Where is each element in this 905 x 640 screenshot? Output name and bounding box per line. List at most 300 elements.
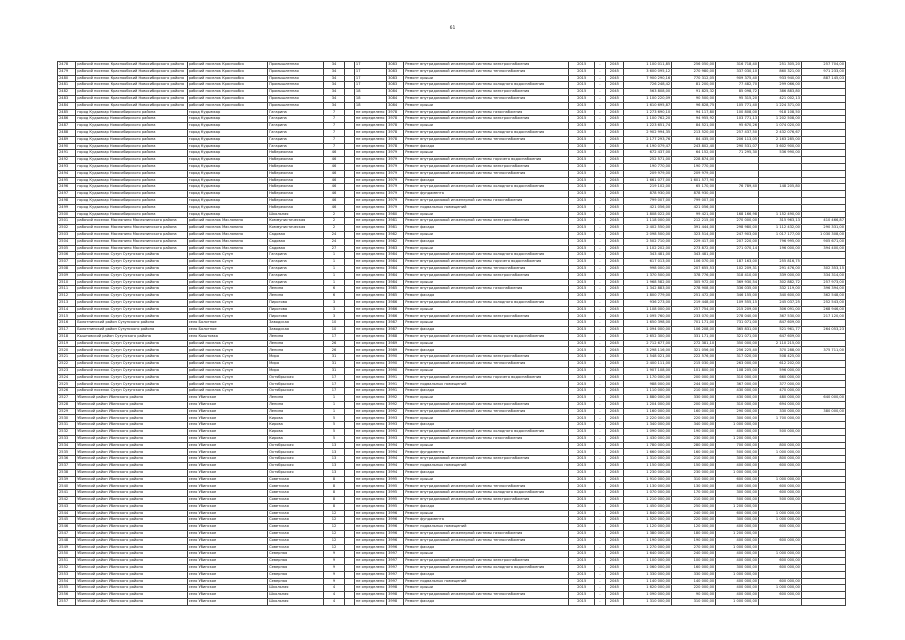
- amount-cell: 251 472,00: [672, 293, 716, 300]
- house-cell: 8: [323, 497, 344, 504]
- house-cell: 7: [323, 109, 344, 116]
- locality-cell: рабочий поселок Сузун: [187, 259, 267, 266]
- row-number: 2506: [58, 252, 76, 259]
- extra-cell: 18: [354, 89, 386, 96]
- page-number: 61: [449, 26, 456, 31]
- year-cell: 2015: [569, 347, 595, 354]
- row-number: 2542: [58, 497, 76, 504]
- amount-cell: 3 600 095,12: [623, 68, 671, 75]
- extra-cell: не определено: [354, 381, 386, 388]
- house-cell: 1: [323, 252, 344, 259]
- house-id-cell: 3984: [387, 279, 404, 286]
- street-cell: Промышленная: [268, 95, 324, 102]
- amount-cell: 290 531,07: [716, 143, 759, 150]
- table-row: [58, 109, 846, 116]
- row-number: 2543: [58, 503, 76, 510]
- amount-cell: 421 002,13: [759, 95, 802, 102]
- house-id-cell: 3996: [387, 530, 404, 537]
- extra-cell: не определено: [354, 272, 386, 279]
- amount-cell: 1 370 500,00: [623, 272, 671, 279]
- street-cell: Промышленная: [268, 75, 324, 82]
- dash-cell: -: [595, 62, 606, 69]
- year-cell: 2015: [569, 530, 595, 537]
- amount-cell: 600 000,00: [716, 476, 759, 483]
- amount-cell: 600 000,00: [716, 510, 759, 517]
- table-row: [58, 442, 846, 449]
- house-cell: 6: [323, 293, 344, 300]
- amount-cell: [759, 469, 802, 476]
- amount-cell: 4 190 079,47: [623, 143, 671, 150]
- work-type-cell: Ремонт фасада: [404, 571, 569, 578]
- amount-cell: 400 000,00: [716, 429, 759, 436]
- amount-cell: 247 903,00: [716, 231, 759, 238]
- extra-cell: не определено: [354, 143, 386, 150]
- row-number: 2515: [58, 313, 76, 320]
- work-type-cell: Ремонт фасада: [404, 143, 569, 150]
- year-cell: 2015: [569, 415, 595, 422]
- code-cell: 2045: [605, 551, 623, 558]
- amount-cell: 2 502 710,00: [623, 238, 671, 245]
- year-cell: 2015: [569, 211, 595, 218]
- locality-cell: рабочий поселок Маслянино: [187, 218, 267, 225]
- house-id-cell: 3992: [387, 395, 404, 402]
- table-row: [58, 510, 846, 517]
- table-row: [58, 68, 846, 75]
- code-cell: 2045: [605, 299, 623, 306]
- amount-cell: 317 020,00: [716, 354, 759, 361]
- settlement-cell: Убинский район Убинского района: [76, 564, 187, 571]
- house-id-cell: 3996: [387, 537, 404, 544]
- amount-cell: 108 205,00: [716, 367, 759, 374]
- table-row: [58, 558, 846, 565]
- amount-cell: 2 400 111,00: [623, 361, 671, 368]
- extra-cell: не определено: [354, 517, 386, 524]
- house-cell: 9: [323, 564, 344, 571]
- house-cell: 6: [323, 286, 344, 293]
- extra-cell: не определено: [354, 463, 386, 470]
- amount-cell: 7 900 290,16: [623, 75, 671, 82]
- dash-cell: -: [595, 381, 606, 388]
- amount-cell: 1 273 690,10: [623, 109, 671, 116]
- row-number: 2547: [58, 530, 76, 537]
- street-cell: Заводская: [268, 327, 324, 334]
- amount-cell: [801, 361, 845, 368]
- amount-cell: [801, 95, 845, 102]
- house-cell: 13: [323, 449, 344, 456]
- settlement-cell: город Кудымкар Новосибирского района: [76, 116, 187, 123]
- amount-cell: 640 000,00: [801, 395, 845, 402]
- amount-cell: 300 000,00: [716, 456, 759, 463]
- extra-cell: не определено: [354, 524, 386, 531]
- settlement-cell: рабочий поселок Сузун Сузунского района: [76, 286, 187, 293]
- row-number: 2554: [58, 578, 76, 585]
- extra-cell: не определено: [354, 408, 386, 415]
- amount-cell: [759, 170, 802, 177]
- corpus-cell: [345, 218, 355, 225]
- settlement-cell: Убинский район Убинского района: [76, 476, 187, 483]
- amount-cell: 330 000,00: [672, 395, 716, 402]
- settlement-cell: Убинский район Убинского района: [76, 497, 187, 504]
- house-cell: 34: [323, 102, 344, 109]
- house-cell: 7: [323, 116, 344, 123]
- table-row: [58, 517, 846, 524]
- amount-cell: [801, 204, 845, 211]
- amount-cell: 1 661 077,00: [623, 177, 671, 184]
- house-cell: 3: [323, 313, 344, 320]
- dash-cell: -: [595, 449, 606, 456]
- dash-cell: -: [595, 320, 606, 327]
- settlement-cell: рабочий поселок Сузун Сузунского района: [76, 252, 187, 259]
- amount-cell: 256 050,00: [672, 62, 716, 69]
- dash-cell: -: [595, 211, 606, 218]
- amount-cell: [801, 136, 845, 143]
- amount-cell: [801, 184, 845, 191]
- locality-cell: рабочий поселок Маслянино: [187, 238, 267, 245]
- locality-cell: село Убинское: [187, 449, 267, 456]
- settlement-cell: Убинский район Убинского района: [76, 571, 187, 578]
- amount-cell: 109 555,15: [716, 299, 759, 306]
- table-row: [58, 381, 846, 388]
- code-cell: 2045: [605, 129, 623, 136]
- table-row: [58, 320, 846, 327]
- dash-cell: -: [595, 347, 606, 354]
- house-cell: 26: [323, 347, 344, 354]
- amount-cell: 200 000,00: [672, 401, 716, 408]
- year-cell: 2015: [569, 102, 595, 109]
- amount-cell: 160 000,00: [672, 449, 716, 456]
- street-cell: Гагарина: [268, 116, 324, 123]
- amount-cell: [716, 157, 759, 164]
- amount-cell: 106 208,00: [672, 327, 716, 334]
- locality-cell: город Кудымкар: [187, 150, 267, 157]
- amount-cell: [801, 177, 845, 184]
- settlement-cell: рабочий поселок Сузун Сузунского района: [76, 259, 187, 266]
- amount-cell: 300 000,00: [716, 564, 759, 571]
- street-cell: Советская: [268, 517, 324, 524]
- extra-cell: не определено: [354, 299, 386, 306]
- locality-cell: рабочий поселок Маслянино: [187, 225, 267, 232]
- locality-cell: город Кудымкар: [187, 109, 267, 116]
- locality-cell: город Кудымкар: [187, 136, 267, 143]
- extra-cell: не определено: [354, 327, 386, 334]
- amount-cell: 1 170 000,00: [623, 374, 671, 381]
- locality-cell: село Убинское: [187, 592, 267, 599]
- work-type-cell: Ремонт внутридомовой инженерной системы теплоснабжения: [404, 265, 569, 272]
- amount-cell: 85 098,72: [716, 89, 759, 96]
- year-cell: 2015: [569, 422, 595, 429]
- work-type-cell: Ремонт крыши: [404, 551, 569, 558]
- code-cell: 2045: [605, 571, 623, 578]
- amount-cell: [716, 177, 759, 184]
- dash-cell: -: [595, 75, 606, 82]
- amount-cell: 700 000,00: [716, 442, 759, 449]
- settlement-cell: рабочий поселок Сузун Сузунского района: [76, 347, 187, 354]
- year-cell: 2015: [569, 150, 595, 157]
- code-cell: 2045: [605, 408, 623, 415]
- work-type-cell: Ремонт внутридомовой инженерной системы электроснабжения: [404, 272, 569, 279]
- street-cell: Ленина: [268, 293, 324, 300]
- code-cell: 2045: [605, 558, 623, 565]
- code-cell: 2045: [605, 116, 623, 123]
- table-row: [58, 408, 846, 415]
- dash-cell: -: [595, 313, 606, 320]
- amount-cell: 1 150 000,00: [623, 463, 671, 470]
- house-id-cell: 3990: [387, 367, 404, 374]
- street-cell: Северная: [268, 558, 324, 565]
- amount-cell: 1 800 779,00: [623, 293, 671, 300]
- table-row: [58, 490, 846, 497]
- dash-cell: -: [595, 143, 606, 150]
- table-row: [58, 197, 846, 204]
- table-row: [58, 177, 846, 184]
- year-cell: 2015: [569, 279, 595, 286]
- dash-cell: -: [595, 82, 606, 89]
- settlement-cell: рабочий поселок Сузун Сузунского района: [76, 299, 187, 306]
- house-cell: 13: [323, 469, 344, 476]
- corpus-cell: [345, 395, 355, 402]
- amount-cell: 1 108 000,00: [623, 306, 671, 313]
- extra-cell: не определено: [354, 422, 386, 429]
- corpus-cell: [345, 102, 355, 109]
- amount-cell: 217 120,00: [801, 313, 845, 320]
- table-row: [58, 102, 846, 109]
- street-cell: Набережная: [268, 197, 324, 204]
- amount-cell: 400 000,00: [716, 585, 759, 592]
- table-row: [58, 340, 846, 347]
- row-number: 2494: [58, 170, 76, 177]
- locality-cell: рабочий поселок Сузун: [187, 367, 267, 374]
- amount-cell: 1 000 000,00: [716, 422, 759, 429]
- dash-cell: -: [595, 333, 606, 340]
- amount-cell: 210 000,00: [672, 497, 716, 504]
- extra-cell: не определено: [354, 170, 386, 177]
- dash-cell: -: [595, 598, 606, 605]
- amount-cell: 396 394,00: [801, 286, 845, 293]
- code-cell: 2045: [605, 530, 623, 537]
- house-id-cell: 3984: [387, 259, 404, 266]
- extra-cell: не определено: [354, 401, 386, 408]
- amount-cell: 1 601 577,90: [672, 177, 716, 184]
- house-cell: 46: [323, 191, 344, 198]
- amount-cell: 250 000,00: [672, 503, 716, 510]
- row-number: 2538: [58, 469, 76, 476]
- work-type-cell: Ремонт внутридомовой инженерной системы электроснабжения: [404, 218, 569, 225]
- amount-cell: [759, 204, 802, 211]
- code-cell: 2045: [605, 306, 623, 313]
- amount-cell: 220 000,00: [672, 517, 716, 524]
- house-id-cell: 3995: [387, 490, 404, 497]
- settlement-cell: Убинский район Убинского района: [76, 585, 187, 592]
- extra-cell: не определено: [354, 388, 386, 395]
- corpus-cell: [345, 238, 355, 245]
- amount-cell: 219 448,00: [672, 299, 716, 306]
- amount-cell: 933 940,00: [759, 75, 802, 82]
- amount-cell: 1 060 000,00: [623, 564, 671, 571]
- work-type-cell: Ремонт крыши: [404, 367, 569, 374]
- code-cell: 2045: [605, 150, 623, 157]
- code-cell: 2045: [605, 102, 623, 109]
- street-cell: Кирова: [268, 422, 324, 429]
- street-cell: Октябрьская: [268, 442, 324, 449]
- amount-cell: 1 700 000,00: [759, 415, 802, 422]
- locality-cell: село Убинское: [187, 558, 267, 565]
- amount-cell: [801, 388, 845, 395]
- code-cell: 2045: [605, 68, 623, 75]
- amount-cell: [716, 204, 759, 211]
- house-cell: 13: [323, 463, 344, 470]
- locality-cell: рабочий поселок Сузун: [187, 361, 267, 368]
- amount-cell: 340 000,00: [672, 422, 716, 429]
- house-id-cell: 3083: [387, 82, 404, 89]
- work-type-cell: Ремонт внутридомовой инженерной системы холодного водоснабжения: [404, 252, 569, 259]
- amount-cell: 672 437,00: [623, 150, 671, 157]
- table-row: [58, 395, 846, 402]
- house-id-cell: 3979: [387, 163, 404, 170]
- corpus-cell: [345, 279, 355, 286]
- amount-cell: 91 825,32: [672, 89, 716, 96]
- amount-cell: 340 600,00: [759, 293, 802, 300]
- street-cell: Ленина: [268, 401, 324, 408]
- table-row: [58, 218, 846, 225]
- code-cell: 2045: [605, 279, 623, 286]
- code-cell: 2045: [605, 95, 623, 102]
- settlement-cell: рабочий поселок Сузун Сузунского района: [76, 293, 187, 300]
- amount-cell: 1 152 490,00: [759, 211, 802, 218]
- amount-cell: 257 973,00: [801, 279, 845, 286]
- row-number: 2492: [58, 157, 76, 164]
- locality-cell: село Убинское: [187, 401, 267, 408]
- table-body: [58, 62, 846, 606]
- locality-cell: село Убинское: [187, 422, 267, 429]
- corpus-cell: [345, 435, 355, 442]
- amount-cell: 430 000,00: [716, 395, 759, 402]
- code-cell: 2045: [605, 245, 623, 252]
- row-number: 2541: [58, 490, 76, 497]
- house-cell: 12: [323, 510, 344, 517]
- settlement-cell: Убинский район Убинского района: [76, 503, 187, 510]
- amount-cell: 1 202 508,00: [759, 116, 802, 123]
- amount-cell: 100 000,00: [672, 558, 716, 565]
- amount-cell: 1 224 371,00: [759, 102, 802, 109]
- amount-cell: 799 007,00: [623, 197, 671, 204]
- street-cell: Гагарина: [268, 123, 324, 130]
- work-type-cell: Ремонт крыши: [404, 231, 569, 238]
- locality-cell: рабочий поселок Краснообск: [187, 62, 267, 69]
- extra-cell: не определено: [354, 252, 386, 259]
- row-number: 2483: [58, 95, 76, 102]
- locality-cell: рабочий поселок Сузун: [187, 265, 267, 272]
- work-type-cell: Ремонт фундамента: [404, 191, 569, 198]
- corpus-cell: [345, 89, 355, 96]
- settlement-cell: рабочий поселок Сузун Сузунского района: [76, 265, 187, 272]
- amount-cell: 430 000,00: [716, 388, 759, 395]
- extra-cell: не определено: [354, 157, 386, 164]
- house-cell: 13: [323, 442, 344, 449]
- code-cell: 2045: [605, 401, 623, 408]
- table-row: [58, 265, 846, 272]
- corpus-cell: [345, 381, 355, 388]
- amount-cell: 878 930,00: [672, 191, 716, 198]
- extra-cell: не определено: [354, 510, 386, 517]
- amount-cell: 244 000,00: [672, 381, 716, 388]
- locality-cell: село Убинское: [187, 476, 267, 483]
- row-number: 2486: [58, 116, 76, 123]
- work-type-cell: Ремонт фасада: [404, 177, 569, 184]
- corpus-cell: [345, 259, 355, 266]
- amount-cell: 240 000,00: [672, 510, 716, 517]
- amount-cell: 209 979,00: [623, 170, 671, 177]
- house-id-cell: 3997: [387, 551, 404, 558]
- row-number: 2526: [58, 388, 76, 395]
- amount-cell: 799 007,00: [672, 197, 716, 204]
- house-id-cell: 3995: [387, 503, 404, 510]
- amount-cell: 302 353,15: [801, 265, 845, 272]
- code-cell: 2045: [605, 89, 623, 96]
- year-cell: 2015: [569, 578, 595, 585]
- settlement-cell: рабочий поселок Краснообский Новосибирского района: [76, 89, 187, 96]
- amount-cell: 84 521,00: [672, 123, 716, 130]
- amount-cell: 1 968 582,00: [623, 279, 671, 286]
- code-cell: 2045: [605, 585, 623, 592]
- amount-cell: 245 037,25: [759, 299, 802, 306]
- street-cell: Октябрьская: [268, 469, 324, 476]
- work-type-cell: Ремонт фасада: [404, 503, 569, 510]
- amount-cell: 796 995,00: [759, 238, 802, 245]
- corpus-cell: [345, 150, 355, 157]
- corpus-cell: [345, 320, 355, 327]
- amount-cell: 187 163,00: [716, 259, 759, 266]
- work-type-cell: Ремонт крыши: [404, 123, 569, 130]
- amount-cell: 2 402 550,00: [623, 225, 671, 232]
- work-type-cell: Ремонт крыши: [404, 211, 569, 218]
- dash-cell: -: [595, 231, 606, 238]
- amount-cell: 1 310 000,00: [623, 598, 671, 605]
- locality-cell: село Убинское: [187, 429, 267, 436]
- amount-cell: 233 070,00: [672, 313, 716, 320]
- house-id-cell: 3978: [387, 136, 404, 143]
- corpus-cell: [345, 143, 355, 150]
- house-id-cell: 3987: [387, 320, 404, 327]
- work-type-cell: Ремонт внутридомовой инженерной системы электроснабжения: [404, 163, 569, 170]
- corpus-cell: [345, 571, 355, 578]
- house-cell: 4: [323, 598, 344, 605]
- amount-cell: 1 520 000,00: [623, 517, 671, 524]
- house-cell: 9: [323, 558, 344, 565]
- row-number: 2527: [58, 395, 76, 402]
- amount-cell: 377 000,00: [759, 381, 802, 388]
- work-type-cell: Ремонт внутридомовой инженерной системы газоснабжения: [404, 286, 569, 293]
- extra-cell: не определено: [354, 116, 386, 123]
- row-number: 2556: [58, 592, 76, 599]
- amount-cell: [716, 163, 759, 170]
- extra-cell: не определено: [354, 537, 386, 544]
- row-number: 2552: [58, 564, 76, 571]
- corpus-cell: [345, 401, 355, 408]
- settlement-cell: рабочий поселок Краснообский Новосибирского района: [76, 95, 187, 102]
- code-cell: 2045: [605, 463, 623, 470]
- extra-cell: не определено: [354, 333, 386, 340]
- amount-cell: 600 000,00: [759, 463, 802, 470]
- locality-cell: село Убинское: [187, 517, 267, 524]
- amount-cell: 219 102,00: [623, 184, 671, 191]
- corpus-cell: [345, 578, 355, 585]
- amount-cell: 1 000 000,00: [759, 551, 802, 558]
- dash-cell: -: [595, 340, 606, 347]
- house-cell: 9: [323, 571, 344, 578]
- street-cell: Садовая: [268, 231, 324, 238]
- year-cell: 2015: [569, 333, 595, 340]
- settlement-cell: Убинский район Убинского района: [76, 483, 187, 490]
